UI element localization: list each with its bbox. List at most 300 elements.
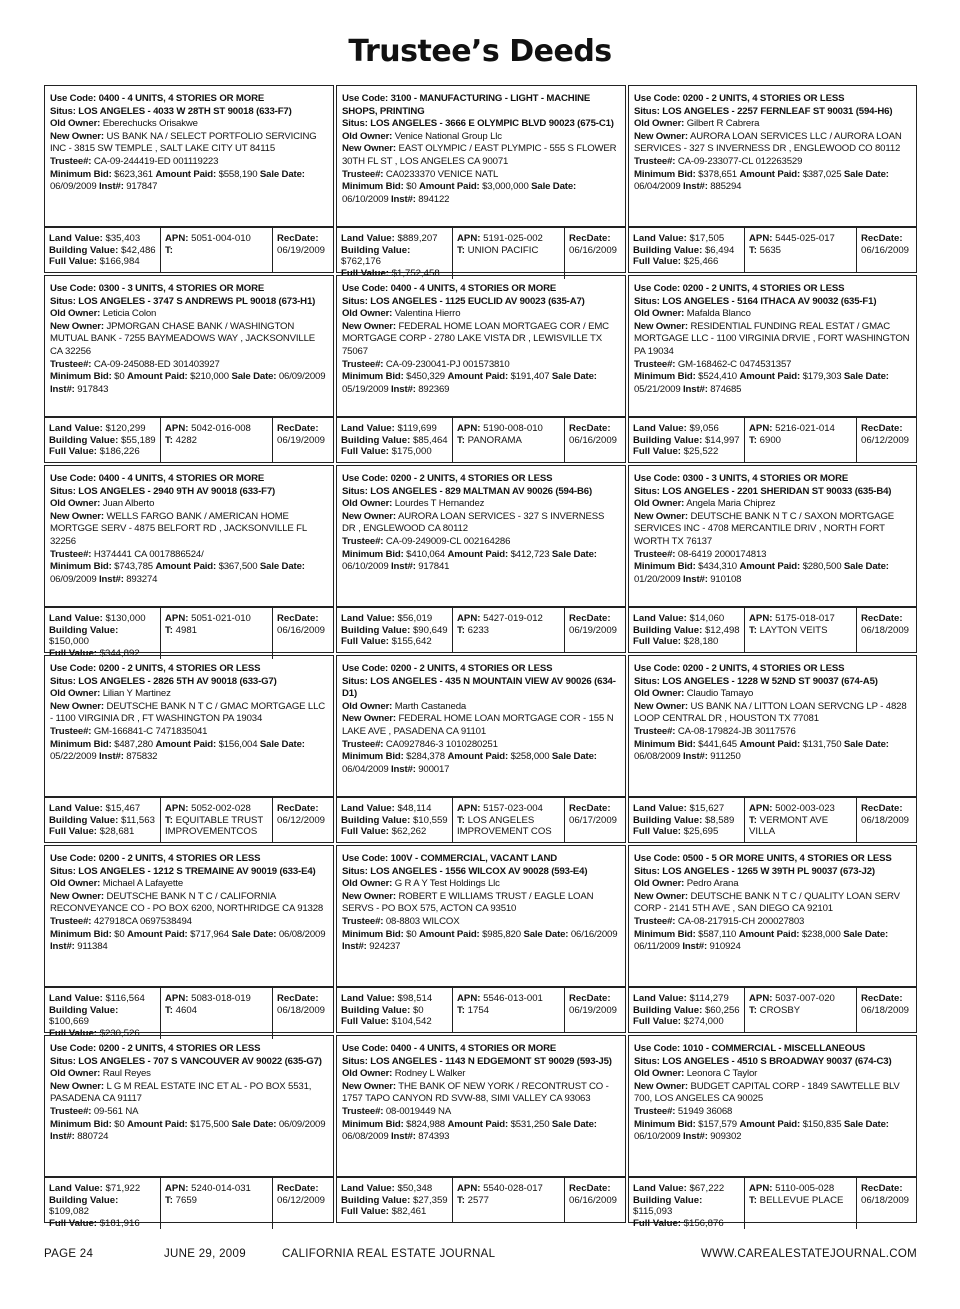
use-code-value: 0200 - 2 UNITS, 4 STORIES OR LESS [682, 663, 845, 674]
rec-date-cell [856, 798, 916, 842]
building-value-value: $8,589 [704, 814, 735, 826]
apn-line [165, 993, 268, 1005]
trustee-number-line [342, 169, 620, 182]
use-code-label: Use Code: [50, 1043, 97, 1054]
rec-date-label: RecDate: [569, 1183, 611, 1194]
apn-value: 5540-028-017 [483, 1183, 543, 1194]
record-details [45, 466, 333, 608]
new-owner-line [50, 891, 328, 916]
situs-value: LOS ANGELES - 829 MALTMAN AV 90026 (594-B6) [370, 485, 592, 497]
new-owner-line [634, 891, 911, 916]
full-value-line [49, 826, 156, 838]
record-values [337, 418, 625, 462]
trustee-number-value: CA-09-249009-CL 002164286 [385, 535, 511, 547]
situs-label: Situs: [50, 295, 76, 307]
inst-number-label: Inst#: [50, 941, 75, 953]
old-owner-line [342, 498, 620, 511]
t-label: T: [457, 814, 465, 826]
apn-label: APN: [165, 233, 189, 244]
t-value: VERMONT AVE VILLA [749, 814, 829, 838]
inst-number-label: Inst#: [683, 383, 708, 395]
apn-cell [744, 798, 856, 842]
old-owner-label: Old Owner: [50, 688, 101, 700]
new-owner-line [634, 511, 911, 549]
land-value-line [633, 423, 740, 435]
trustee-deed-record [628, 85, 917, 273]
old-owner-value: Leonora C Taylor [686, 1068, 758, 1080]
building-value-value: $42,486 [120, 244, 156, 256]
sale-line [342, 371, 620, 396]
new-owner-line [634, 321, 911, 359]
sale-date-value: 06/10/2009 [634, 1131, 681, 1143]
new-owner-line [50, 131, 328, 156]
amount-paid-value: $3,000,000 [482, 181, 529, 193]
amount-paid-value: $387,025 [802, 168, 842, 180]
trustee-number-line [634, 726, 911, 739]
land-value-label: Land Value: [49, 803, 103, 814]
building-value-label: Building Value: [49, 244, 119, 256]
t-value: 4981 [175, 624, 198, 636]
apn-label: APN: [457, 1183, 481, 1194]
records-row [44, 845, 917, 1039]
inst-number-value: 875832 [126, 751, 158, 763]
trustee-deed-record [44, 655, 334, 843]
rec-date-cell [564, 1178, 625, 1222]
building-value-value: $27,359 [412, 1194, 448, 1206]
t-value: 1754 [467, 1004, 490, 1016]
trustee-number-label: Trustee#: [634, 358, 676, 370]
land-value-value: $15,467 [105, 803, 141, 814]
sale-date-label: Sale Date: [843, 738, 889, 750]
building-value-line [633, 815, 740, 827]
land-value-label: Land Value: [341, 613, 395, 624]
sale-line [50, 169, 328, 194]
t-value: 4604 [175, 1004, 198, 1016]
apn-cell [160, 608, 272, 659]
inst-number-value: 917847 [126, 181, 158, 193]
full-value-value: $25,522 [683, 446, 719, 458]
footer-page-number: PAGE 24 [44, 1248, 94, 1260]
record-values [629, 988, 916, 1032]
sale-line [634, 371, 911, 396]
sale-date-label: Sale Date: [231, 1118, 277, 1130]
sale-line [634, 169, 911, 194]
apn-cell [744, 418, 856, 462]
apn-value: 5042-016-008 [191, 423, 251, 434]
rec-date-cell [856, 418, 916, 462]
record-values [45, 418, 333, 462]
use-code-label: Use Code: [634, 283, 681, 294]
sale-date-label: Sale Date: [523, 928, 569, 940]
full-value-value: $155,642 [391, 636, 432, 648]
amount-paid-label: Amount Paid: [419, 928, 480, 940]
new-owner-label: New Owner: [342, 890, 396, 902]
inst-number-label: Inst#: [50, 383, 75, 395]
values-cell [337, 1178, 452, 1222]
trustee-number-value: CA-09-233077-CL 012263529 [677, 155, 803, 167]
inst-number-value: 917843 [77, 383, 109, 395]
rec-date-value: 06/16/2009 [569, 1194, 618, 1206]
trustee-deed-record [44, 85, 334, 273]
inst-number-value: 880724 [77, 1131, 109, 1143]
apn-line [165, 803, 268, 815]
full-value-label: Full Value: [49, 446, 97, 458]
values-cell [337, 228, 452, 279]
use-code-line [342, 93, 620, 118]
rec-date-label: RecDate: [861, 993, 903, 1004]
use-code-line [342, 283, 620, 296]
rec-date-label: RecDate: [277, 423, 319, 434]
apn-label: APN: [165, 993, 189, 1004]
use-code-line [50, 853, 328, 866]
full-value-label: Full Value: [633, 636, 681, 648]
use-code-value: 0500 - 5 OR MORE UNITS, 4 STORIES OR LESS [682, 853, 892, 864]
apn-line [749, 613, 852, 625]
sale-date-label: Sale Date: [843, 1118, 889, 1130]
rec-date-cell [564, 228, 625, 279]
sale-date-value: 06/04/2009 [342, 763, 389, 775]
full-value-value: $156,876 [683, 1217, 724, 1229]
old-owner-line [342, 308, 620, 321]
situs-label: Situs: [634, 865, 660, 877]
minimum-bid-label: Minimum Bid: [634, 738, 696, 750]
trustee-number-line [342, 359, 620, 372]
t-line [165, 815, 268, 838]
situs-value: LOS ANGELES - 435 N MOUNTAIN VIEW AV 90026 (634-D1) [342, 675, 616, 700]
use-code-line [50, 283, 328, 296]
minimum-bid-label: Minimum Bid: [634, 561, 696, 573]
old-owner-label: Old Owner: [634, 308, 685, 320]
record-details [337, 846, 625, 988]
values-cell [45, 1178, 160, 1229]
record-values [337, 988, 625, 1032]
full-value-value: $230,526 [99, 1027, 140, 1039]
new-owner-label: New Owner: [634, 700, 688, 712]
building-value-value: $0 [412, 1004, 424, 1016]
record-details [629, 656, 916, 798]
land-value-label: Land Value: [341, 993, 395, 1004]
t-line [165, 1005, 268, 1017]
land-value-line [341, 1183, 448, 1195]
record-details [337, 656, 625, 798]
record-details [629, 466, 916, 608]
t-value: CROSBY [759, 1004, 801, 1016]
rec-date-value: 06/19/2009 [569, 1004, 618, 1016]
amount-paid-label: Amount Paid: [127, 371, 188, 383]
trustee-number-value: 09-561 NA [93, 1105, 139, 1117]
trustee-number-value: CA0233370 VENICE NATL [385, 168, 499, 180]
building-value-label: Building Value: [341, 434, 411, 446]
old-owner-label: Old Owner: [342, 878, 393, 890]
rec-date-label: RecDate: [861, 423, 903, 434]
amount-paid-label: Amount Paid: [155, 168, 217, 180]
building-value-line [49, 1195, 156, 1218]
trustee-number-line [342, 916, 620, 929]
apn-cell [452, 608, 564, 652]
apn-cell [452, 1178, 564, 1222]
trustee-deed-record [336, 465, 626, 653]
new-owner-value: DEUTSCHE BANK N T C / CALIFORNIA RECONVEYANCE CO - PO BOX 6200, NORTHRIDGE CA 91328 [50, 890, 324, 915]
t-label: T: [749, 244, 757, 256]
apn-line [457, 803, 560, 815]
apn-label: APN: [749, 613, 773, 624]
trustee-deed-record [44, 465, 334, 659]
sale-line [342, 549, 620, 574]
old-owner-value: Michael A Lafayette [102, 878, 184, 890]
new-owner-line [342, 321, 620, 359]
sale-line [342, 751, 620, 776]
use-code-label: Use Code: [342, 283, 389, 294]
apn-value: 5216-021-014 [775, 423, 835, 434]
inst-number-value: 892369 [418, 383, 450, 395]
rec-date-label: RecDate: [861, 233, 903, 244]
trustee-number-value: CA0927846-3 1010280251 [385, 738, 498, 750]
sale-date-label: Sale Date: [551, 1118, 597, 1130]
record-details [337, 466, 625, 608]
new-owner-line [342, 713, 620, 738]
minimum-bid-label: Minimum Bid: [634, 928, 696, 940]
situs-line [50, 296, 328, 309]
values-cell [629, 798, 744, 842]
use-code-line [634, 93, 911, 106]
minimum-bid-value: $441,645 [698, 738, 737, 750]
minimum-bid-value: $0 [406, 181, 417, 193]
record-values [45, 798, 333, 842]
land-value-label: Land Value: [49, 993, 103, 1004]
situs-value: LOS ANGELES - 3666 E OLYMPIC BLVD 90023 (675-C1) [370, 118, 614, 130]
new-owner-label: New Owner: [50, 130, 104, 142]
trustee-number-label: Trustee#: [50, 358, 92, 370]
land-value-value: $56,019 [397, 613, 433, 624]
old-owner-value: Marth Castaneda [394, 700, 467, 712]
inst-number-label: Inst#: [391, 383, 416, 395]
building-value-label: Building Value: [341, 244, 411, 256]
minimum-bid-value: $157,579 [698, 1118, 737, 1130]
use-code-line [50, 473, 328, 486]
t-line [457, 435, 560, 447]
old-owner-line [634, 498, 911, 511]
land-value-label: Land Value: [341, 423, 395, 434]
inst-number-label: Inst#: [99, 181, 124, 193]
situs-line [342, 676, 620, 701]
t-label: T: [457, 1194, 465, 1206]
values-cell [45, 798, 160, 842]
apn-label: APN: [749, 803, 773, 814]
sale-date-value: 06/10/2009 [342, 561, 389, 573]
land-value-label: Land Value: [49, 423, 103, 434]
records-row [44, 655, 917, 843]
apn-value: 5083-018-019 [191, 993, 251, 1004]
old-owner-label: Old Owner: [50, 308, 101, 320]
trustee-number-label: Trustee#: [342, 915, 384, 927]
amount-paid-label: Amount Paid: [155, 561, 217, 573]
full-value-value: $1,752,458 [391, 267, 440, 279]
footer-date: JUNE 29, 2009 [164, 1248, 246, 1260]
old-owner-line [50, 878, 328, 891]
old-owner-value: Mafalda Blanco [686, 308, 751, 320]
situs-value: LOS ANGELES - 2257 FERNLEAF ST 90031 (594-H6) [662, 105, 893, 117]
t-value: PANORAMA [467, 434, 522, 446]
apn-label: APN: [457, 613, 481, 624]
record-values [45, 608, 333, 659]
use-code-label: Use Code: [634, 663, 681, 674]
sale-date-value: 01/20/2009 [634, 573, 681, 585]
sale-date-value: 05/22/2009 [50, 751, 97, 763]
values-cell [45, 228, 160, 272]
full-value-label: Full Value: [633, 1016, 681, 1028]
sale-line [634, 739, 911, 764]
trustee-number-value: 08-8803 WILCOX [385, 915, 460, 927]
trustee-number-line [634, 916, 911, 929]
land-value-line [633, 613, 740, 625]
apn-value: 5052-002-028 [191, 803, 251, 814]
full-value-label: Full Value: [49, 826, 97, 838]
trustee-deed-record [336, 1035, 626, 1223]
apn-line [457, 233, 560, 245]
situs-line [50, 106, 328, 119]
land-value-line [341, 803, 448, 815]
inst-number-value: 910924 [709, 941, 741, 953]
building-value-value: $100,669 [49, 1016, 90, 1028]
full-value-value: $344,892 [99, 647, 140, 659]
apn-label: APN: [749, 993, 773, 1004]
trustee-number-label: Trustee#: [634, 915, 676, 927]
building-value-label: Building Value: [49, 814, 119, 826]
land-value-value: $889,207 [397, 233, 438, 244]
record-details [337, 1036, 625, 1178]
footer-website[interactable]: WWW.CAREALESTATEJOURNAL.COM [701, 1248, 917, 1260]
apn-line [457, 423, 560, 435]
old-owner-value: Venice National Group Llc [394, 130, 502, 142]
building-value-label: Building Value: [49, 624, 119, 636]
situs-value: LOS ANGELES - 2201 SHERIDAN ST 90033 (635-B4) [662, 485, 892, 497]
full-value-value: $25,695 [683, 826, 719, 838]
record-values [337, 1178, 625, 1222]
minimum-bid-value: $824,988 [406, 1118, 445, 1130]
sale-line [50, 929, 328, 954]
old-owner-label: Old Owner: [634, 1068, 685, 1080]
new-owner-line [50, 321, 328, 359]
full-value-line [341, 1016, 448, 1028]
full-value-line [341, 1206, 448, 1218]
full-value-value: $82,461 [391, 1206, 427, 1218]
t-value: 7659 [175, 1194, 198, 1206]
use-code-value: 0200 - 2 UNITS, 4 STORIES OR LESS [98, 663, 261, 674]
trustee-number-label: Trustee#: [50, 725, 92, 737]
use-code-line [634, 663, 911, 676]
situs-label: Situs: [342, 675, 368, 687]
land-value-value: $119,699 [397, 423, 437, 434]
trustee-number-line [634, 359, 911, 372]
trustee-number-line [342, 536, 620, 549]
new-owner-line [50, 1081, 328, 1106]
full-value-label: Full Value: [341, 446, 389, 458]
inst-number-label: Inst#: [50, 1131, 75, 1143]
sale-date-value: 06/09/2009 [50, 181, 97, 193]
apn-value: 5002-003-023 [775, 803, 835, 814]
situs-value: LOS ANGELES - 1143 N EDGEMONT ST 90029 (593-J5) [370, 1055, 612, 1067]
trustee-number-label: Trustee#: [634, 548, 676, 560]
use-code-value: 0300 - 3 UNITS, 4 STORIES OR MORE [98, 283, 265, 294]
rec-date-label: RecDate: [861, 1183, 903, 1194]
new-owner-value: WELLS FARGO BANK / AMERICAN HOME MORTGGE SERV - 4875 BELFORT RD , JACKSONVILLE FL 32256 [50, 510, 307, 547]
new-owner-label: New Owner: [342, 320, 396, 332]
old-owner-label: Old Owner: [342, 130, 393, 142]
full-value-label: Full Value: [341, 1206, 389, 1218]
old-owner-label: Old Owner: [634, 118, 685, 130]
values-cell [629, 1178, 744, 1229]
new-owner-line [342, 891, 620, 916]
old-owner-value: Eberechucks Orisakwe [102, 118, 198, 130]
use-code-value: 0200 - 2 UNITS, 4 STORIES OR LESS [682, 93, 845, 104]
apn-line [749, 233, 852, 245]
use-code-value: 0400 - 4 UNITS, 4 STORIES OR MORE [390, 1043, 557, 1054]
trustee-number-value: CA-09-230041-PJ 001573810 [385, 358, 510, 370]
situs-value: LOS ANGELES - 3747 S ANDREWS PL 90018 (673-H1) [78, 295, 316, 307]
trustee-number-label: Trustee#: [342, 738, 384, 750]
apn-cell [744, 988, 856, 1032]
amount-paid-label: Amount Paid: [447, 1118, 509, 1130]
land-value-line [341, 233, 448, 245]
situs-label: Situs: [634, 675, 660, 687]
use-code-label: Use Code: [50, 93, 97, 104]
old-owner-value: Gilbert R Cabrera [686, 118, 760, 130]
building-value-line [49, 1005, 156, 1028]
t-label: T: [457, 624, 465, 636]
apn-value: 5110-005-028 [775, 1183, 835, 1194]
land-value-value: $114,279 [689, 993, 729, 1004]
amount-paid-label: Amount Paid: [739, 561, 801, 573]
situs-line [342, 118, 620, 131]
trustee-number-label: Trustee#: [50, 548, 92, 560]
situs-line [50, 676, 328, 689]
sale-line [342, 1119, 620, 1144]
building-value-line [341, 625, 448, 637]
situs-label: Situs: [634, 105, 660, 117]
inst-number-label: Inst#: [391, 1131, 416, 1143]
sale-date-label: Sale Date: [231, 928, 277, 940]
t-value: EQUITABLE TRUST IMPROVEMENTCOS [165, 814, 264, 838]
building-value-line [341, 435, 448, 447]
new-owner-value: EAST OLYMPIC / EAST PLYMPIC - 555 S FLOWER 30TH FL ST , LOS ANGELES CA 90071 [342, 143, 617, 167]
situs-line [634, 486, 911, 499]
apn-label: APN: [749, 233, 773, 244]
apn-value: 5445-025-017 [775, 233, 835, 244]
rec-date-cell [856, 228, 916, 272]
inst-number-value: 910108 [710, 573, 742, 585]
building-value-line [49, 435, 156, 447]
sale-line [342, 181, 620, 206]
trustee-number-label: Trustee#: [634, 725, 676, 737]
rec-date-cell [272, 798, 333, 842]
full-value-line [633, 1016, 740, 1028]
land-value-label: Land Value: [341, 1183, 395, 1194]
t-value: 2577 [467, 1194, 490, 1206]
t-line [457, 1195, 560, 1207]
land-value-value: $116,564 [105, 993, 145, 1004]
minimum-bid-label: Minimum Bid: [50, 168, 112, 180]
t-line [749, 815, 852, 838]
minimum-bid-value: $410,064 [406, 548, 445, 560]
amount-paid-value: $558,190 [218, 168, 258, 180]
old-owner-value: Raul Reyes [102, 1068, 151, 1080]
rec-date-value: 06/19/2009 [277, 434, 326, 446]
use-code-label: Use Code: [634, 853, 681, 864]
values-cell [629, 228, 744, 272]
trustee-number-label: Trustee#: [634, 1105, 676, 1117]
building-value-value: $85,464 [412, 434, 448, 446]
building-value-value: $90,649 [412, 624, 448, 636]
